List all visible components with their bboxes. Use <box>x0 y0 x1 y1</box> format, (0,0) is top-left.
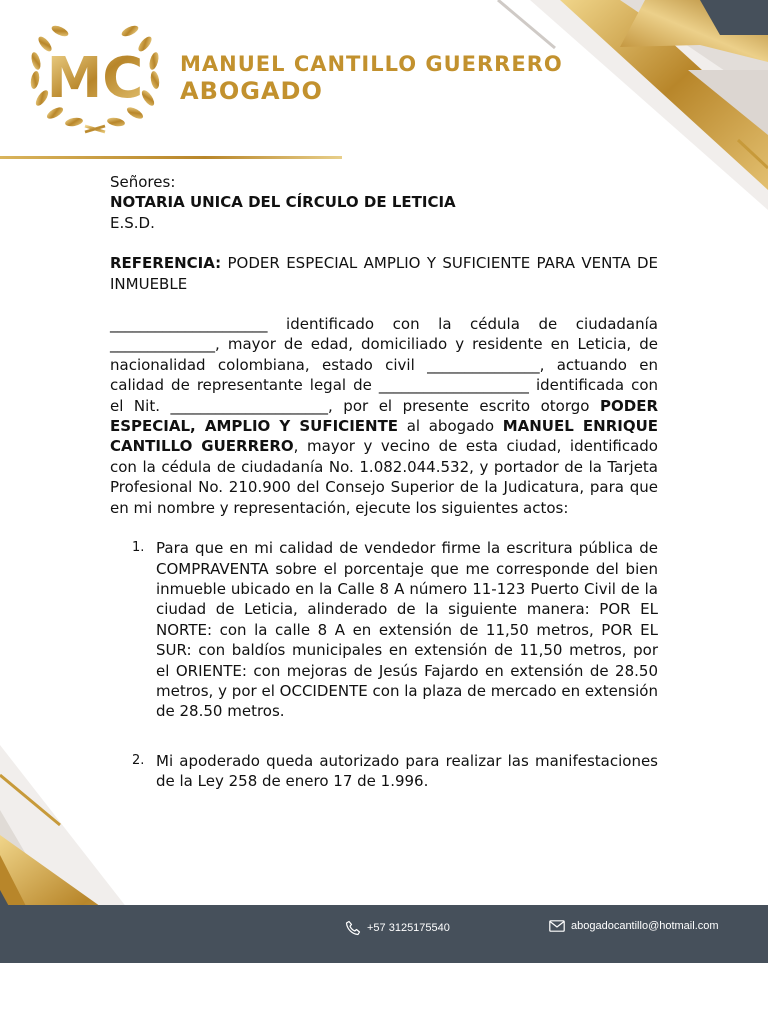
footer-phone <box>345 920 450 936</box>
header-divider <box>0 156 342 159</box>
firm-logo <box>22 18 168 136</box>
greeting: Señores: <box>110 173 176 191</box>
firm-profession: ABOGADO <box>180 77 323 105</box>
firm-name: MANUEL CANTILLO GUERRERO <box>180 52 563 76</box>
list-item-text: Mi apoderado queda autorizado para realizar las manifestaciones de la Ley 258 de enero 17 de 1.996. <box>156 751 658 791</box>
addressee-entity: NOTARIA UNICA DEL CÍRCULO DE LETICIA <box>110 193 456 212</box>
email-address[interactable]: abogadocantillo@hotmail.com <box>571 920 719 932</box>
acts-list <box>110 538 658 791</box>
phone-icon <box>345 920 361 936</box>
document-body <box>110 172 658 792</box>
list-number: 2. <box>132 752 145 768</box>
reference-text: PODER ESPECIAL AMPLIO Y SUFICIENTE PARA VENTA DE INMUEBLE <box>110 254 658 293</box>
monogram-text: MC <box>46 46 144 111</box>
esd-line: E.S.D. <box>110 213 155 232</box>
list-item <box>110 751 658 792</box>
reference-label: REFERENCIA: <box>110 254 222 273</box>
envelope-icon <box>549 920 565 932</box>
power-of-attorney-paragraph: _____________________ identificado con la cédula de ciudadanía ______________, mayor de edad, domiciliado y residente en Leticia, de nacionalidad colombiana, estado civil _______________, actuando en calidad de representante legal de ____________________ identificada con el Nit. _____________________, por el presente escrito otorgo PODER ESPECIAL, AMPLIO Y SUFICIENTE al abogado MANUEL ENRIQUE CANTILLO GUERRERO, mayor y vecino de esta ciudad, identificado con la cédula de ciudadanía No. 1.082.044.532, y portador de la Tarjeta Profesional No. 210.900 del Consejo Superior de la Judicatura, para que en mi nombre y representación, ejecute los siguientes actos: <box>110 315 659 517</box>
phone-number: +57 3125175540 <box>367 922 450 934</box>
list-item <box>110 538 658 722</box>
footer-email <box>549 920 719 932</box>
reference-paragraph <box>110 253 658 294</box>
list-number: 1. <box>132 540 145 556</box>
list-item-text: Para que en mi calidad de vendedor firme la escritura pública de COMPRAVENTA sobre el porcentaje que me corresponde del bien inmueble ubicado en la Calle 8 A número 11-123 Puerto Civil de la ciudad de Leticia, alinderado de la siguiente manera: POR EL NORTE: con la calle 8 A en extensión de 11,50 metros, POR EL SUR: con baldíos municipales en extensión de 11,50 metros, por el ORIENTE: con mejoras de Jesús Fajardo en extensión de 28.50 metros, y por el OCCIDENTE con la plaza de mercado en extensión de 28.50 metros. <box>156 539 658 721</box>
